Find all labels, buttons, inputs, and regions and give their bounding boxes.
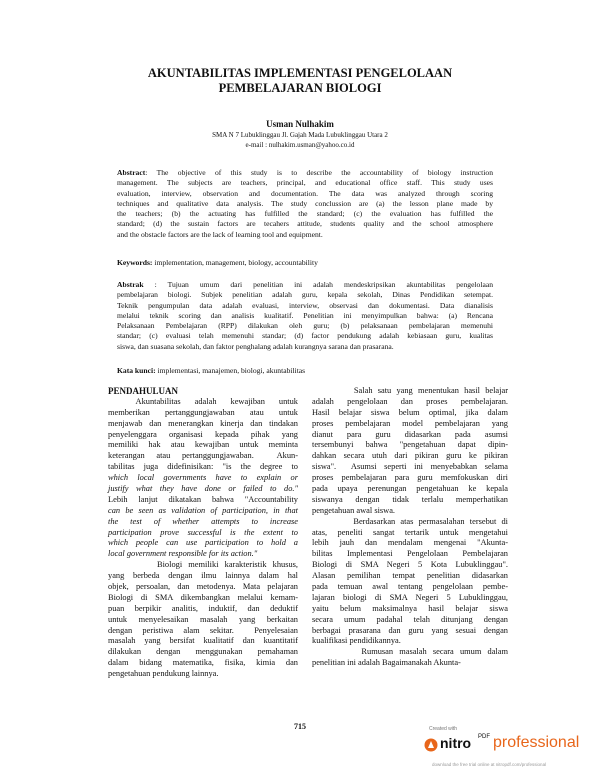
left-column (108, 386, 298, 680)
right-column-line: dianut para guru didasarkan pada asumsi (312, 429, 508, 439)
author-email: e-mail : nulhakim.usman@yahoo.co.id (245, 141, 355, 149)
abstract-id-line-3: Teknik pengumpulan data adalah evaluasi, interview, observasi dan dokumentasi. Data dianalisis (117, 300, 493, 310)
right-column-line: proses pembelajaran model pembelajaran yang (312, 418, 508, 428)
watermark-created-with: Created with (429, 726, 458, 732)
right-column-body (312, 386, 508, 669)
abstract-en-line-3: evaluation, interview, observation and documentation. The data was analyzed through scoring (117, 188, 493, 198)
right-column-line: proses pembelajaran para guru memfokuskan diri (312, 473, 508, 483)
right-column-line: yaitu belum maksimalnya hasil belajar siswa (312, 603, 508, 613)
left-column-body (108, 397, 298, 680)
author-name: Usman Nulhakim (266, 119, 334, 129)
keywords-en-text: implementation, management, biology, accountability (152, 258, 318, 267)
left-column-line: which people can use participation to hold a (108, 538, 298, 548)
left-column-line: memiliki hak atau kewajiban untuk meminta (108, 440, 298, 450)
right-column-line: kualifikasi pendidikannya. (312, 636, 401, 646)
left-column-line: masalah yang bersifat kualitatif dan kuantitatif (108, 636, 298, 646)
left-column-line: untuk menyelesaikan masalah yang berkaitan (108, 614, 298, 624)
abstract-id-line-2: pembelajaran biologi. Subjek penelitian adalah guru, kepala sekolah, Dinas Pendidikan setempat. (117, 290, 493, 300)
left-column-line: Akuntabilitas adalah kewajiban untuk (108, 396, 298, 406)
affiliation-text: SMA N 7 Lubuklinggau Jl. Gajah Mada Lubuklinggau Utara 2 (212, 131, 388, 139)
left-column-line: local government responsible for its action." (108, 549, 258, 559)
left-column-line: menjawab dan menerangkan kinerja dan tindakan (108, 418, 298, 428)
right-column-line: Rumusan masalah secara umum dalam (312, 647, 508, 657)
right-column-line: penelitian ini adalah Bagaimanakah Akunta- (312, 658, 461, 668)
watermark-product: professional (493, 734, 580, 751)
abstract-id-line-4: melalui teknik scoring dan analisis kualitatif. Penelitian ini menyimpulkan bahwa: (a) Rencana (117, 310, 493, 320)
abstract-id-line-6: standar; (c) evaluasi telah memenuhi standar; (d) factor pendukung adalah kebiasaan guru, kualitas (117, 331, 493, 341)
keywords-english (117, 258, 493, 267)
left-column-line: can be seen as validation of participation, in that (108, 505, 298, 515)
section-heading: PENDAHULUAN (108, 386, 179, 396)
nitro-logo-icon (424, 738, 438, 752)
abstract-en-line-1: Abstract: The objective of this study is to describe the accountability of biology instruction (117, 168, 493, 177)
right-column-line: siswanya dengan tidak terlalu memperhatikan (312, 494, 508, 504)
watermark-brand: nitro (440, 735, 472, 751)
nitro-watermark (424, 726, 600, 776)
left-column-line: Biologi di SMA dikembangkan melalui kemam- (108, 592, 298, 602)
abstract-id-line-7: siswa, dan suasana sekolah, dan faktor penghalang adalah kurangnya sarana dan prasarana. (117, 341, 394, 351)
left-column-line: yang berbeda dengan ilmu lainnya dalam hal (108, 571, 298, 581)
left-column-line: pengetahuan pendukung lainnya. (108, 669, 219, 679)
right-column-line: lajaran biologi di SMA Negeri 5 Lubuklinggau, (312, 592, 508, 602)
left-column-line: dalam bidang matematika, fisika, kimia dan (108, 658, 298, 668)
abstract-en-line-4: techniques and qualitative data analysis. The study conclussion are (a) the lesson plane made by (117, 198, 493, 208)
title-line-1: AKUNTABILITAS IMPLEMENTASI PENGELOLAAN (147, 66, 453, 80)
abstract-id-label: Abstrak (117, 280, 144, 289)
right-column-line: lebih jauh dan mendalam mengenai "Akunta- (312, 538, 508, 548)
left-column-line: keterangan atau pertanggungjawaban. Akun- (108, 451, 298, 461)
right-column-line: Berdasarkan atas permasalahan tersebut di (312, 516, 508, 526)
right-column-line: secara umum padahal telah ditunjang dengan (312, 614, 508, 624)
abstract-en-line-5: the teachers; (b) the actuating has fulfilled the standard; (c) the evaluation has fulfilled the (117, 209, 493, 219)
abstract-id-line-1: Abstrak : Tujuan umum dari penelitian ini adalah mendeskripsikan akuntabilitas pengelolaan (117, 280, 493, 289)
left-column-line: the test of whether attempts to increase (108, 516, 298, 526)
left-column-line: objek, persoalan, dan metodenya. Mata pelajaran (108, 582, 298, 592)
left-column-line: dengan peristiwa alam sekitar. Penyelesaian (108, 625, 298, 635)
author-affiliation (0, 130, 600, 150)
left-column-line: penyelenggara organisasi kepada pihak yang (108, 429, 298, 439)
left-column-line: justify what they have done or failed to do." (108, 484, 298, 494)
right-column-line: Alasan pemilihan tempat penelitian didasarkan (312, 571, 508, 581)
keywords-en-label: Keywords: (117, 258, 153, 267)
title-line-2: PEMBELAJARAN BIOLOGI (218, 81, 382, 95)
left-column-line: participation prove successful is the extent to (108, 527, 298, 537)
watermark-footer: download the free trial online at nitropdf.com/professional (432, 762, 547, 767)
left-column-line: dilakukan dengan menggunakan pemahaman (108, 647, 298, 657)
abstract-en-label: Abstract (117, 168, 146, 177)
abstract-en-line-2: management. The subjects are teachers, principal, and educational office staff. This study uses (117, 178, 493, 188)
paper-title (0, 66, 600, 96)
right-column-line: tersembunyi bahwa "pengetahuan dapat dipin- (312, 440, 508, 450)
right-column-line: adalah pengelolaan dan proses pembelajaran. (312, 396, 508, 406)
abstract-indonesian (117, 280, 493, 352)
right-column-line: pengetahuan awal siswa. (312, 505, 396, 515)
right-column-line: Biologi di SMA Negeri 5 Kota Lubuklinggau". (312, 560, 508, 570)
right-column (312, 386, 508, 669)
right-column-line: Hasil belajar siswa belum optimal, jika dalam (312, 407, 508, 417)
abstract-english (117, 168, 493, 240)
keywords-id-label: Kata kunci: (117, 366, 156, 375)
right-column-line: dahkan secara utuh dari pikiran guru ke pikiran (312, 451, 508, 461)
right-column-line: pada upaya perenungan pengetahuan ke kepala (312, 484, 508, 494)
left-column-line: memberikan pertanggungjawaban atau untuk (108, 407, 298, 417)
watermark-pdf-mark: PDF (478, 734, 490, 740)
left-column-line: puan berpikir analitis, induktif, dan deduktif (108, 603, 298, 613)
right-column-line: atas, peneliti sangat tertarik untuk mengetahui (312, 527, 508, 537)
right-column-line: Salah satu yang menentukan hasil belajar (312, 386, 508, 395)
abstract-id-line-5: Pelaksanaan Pembelajaran (RPP) dilakukan oleh guru; (b) pelaksanaan pembelajaran memenuhi (117, 321, 493, 331)
left-column-line: Lebih lanjut dikatakan bahwa "Accountability (108, 494, 298, 504)
page-number: 715 (294, 722, 306, 731)
abstract-en-line-6: standard; (d) the sustain factors are tecahers attitude, students quality and the school atmosphere (117, 219, 493, 229)
right-column-line: berbagai prasarana dan guru yang sesuai dengan (312, 625, 508, 635)
right-column-line: pada temuan awal tentang pengelolaan pembe- (312, 582, 508, 592)
left-column-line: tabilitas juga didefinisikan: "is the degree to (108, 462, 298, 472)
left-column-line: Biologi memiliki karakteristik khusus, (108, 560, 298, 570)
right-column-line: siswa". Asumsi seperti ini menyebabkan selama (312, 462, 508, 472)
keywords-indonesian (117, 366, 493, 375)
keywords-id-text: implementasi, manajemen, biologi, akuntabilitas (155, 366, 306, 375)
left-column-line: which local governments have to explain or (108, 473, 298, 483)
abstract-en-line-7: and the obstacle factors are the lack of learning tool and equipment. (117, 229, 323, 239)
right-column-line: bilitas Implementasi Pengelolaan Pembelajaran (312, 549, 508, 559)
